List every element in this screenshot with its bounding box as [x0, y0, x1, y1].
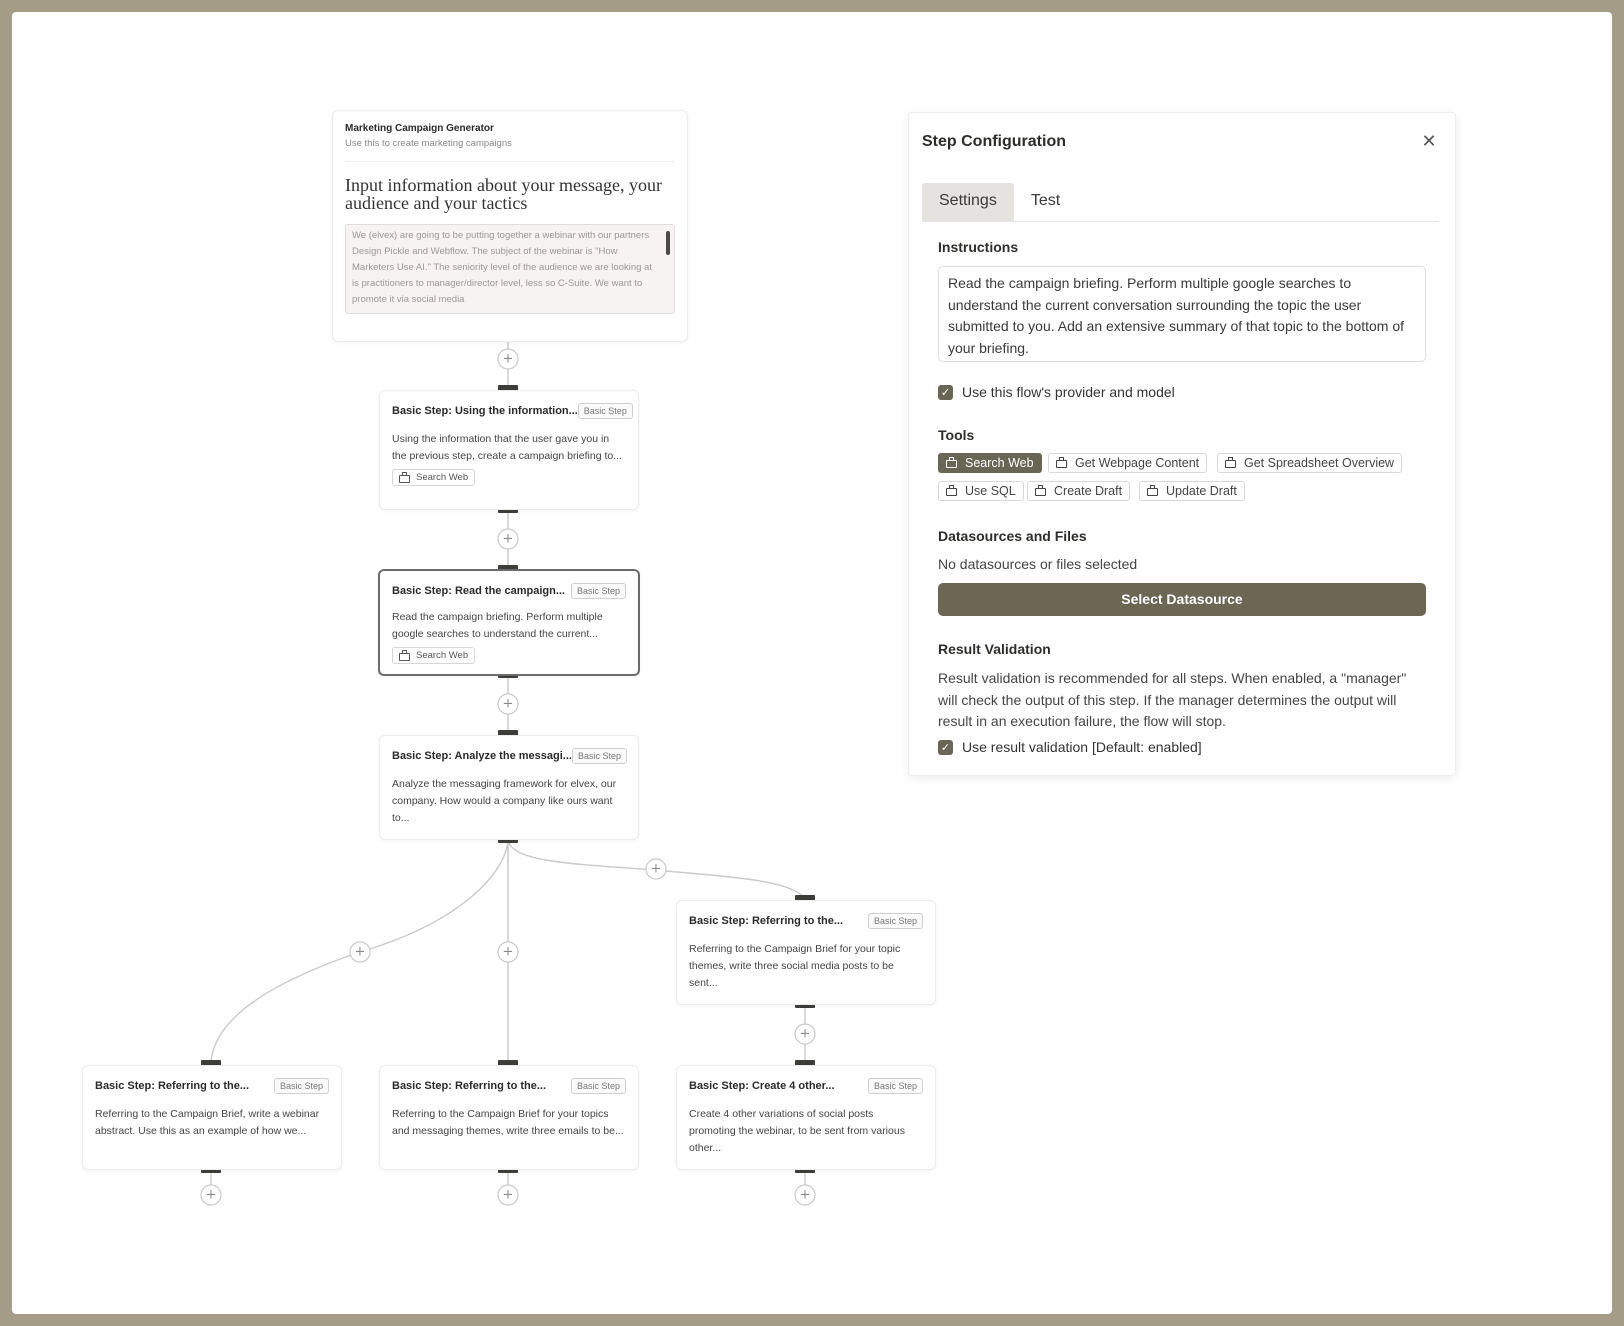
tab-test[interactable]: Test [1030, 192, 1061, 209]
plus-icon: + [502, 944, 514, 960]
plus-icon: + [205, 1187, 217, 1203]
app-frame [12, 12, 1612, 1314]
plus-icon: + [799, 1026, 811, 1042]
tool-label: Get Spreadsheet Overview [1244, 456, 1395, 470]
add-step-button[interactable] [498, 529, 518, 549]
add-step-button[interactable] [498, 349, 518, 369]
add-step-button[interactable] [795, 1185, 815, 1205]
plus-icon: + [799, 1187, 811, 1203]
add-step-button[interactable] [646, 859, 666, 879]
tool-chip [392, 469, 475, 486]
add-step-button[interactable] [498, 694, 518, 714]
step-title: Basic Step: Analyze the messagi... [392, 750, 572, 762]
step-description: Referring to the Campaign Brief for your topic themes, write three social media posts to be sent... [689, 943, 901, 989]
plus-icon: + [502, 531, 514, 547]
tab-settings[interactable]: Settings [922, 183, 1014, 221]
close-icon[interactable]: ✕ [1421, 131, 1437, 151]
step-type-badge: Basic Step [572, 748, 627, 764]
step-title: Basic Step: Read the campaign... [392, 585, 565, 597]
step-node[interactable] [379, 1065, 639, 1170]
datasources-empty-text: No datasources or files selected [938, 556, 1138, 572]
plus-icon: + [354, 944, 366, 960]
toolbox-icon [399, 653, 410, 661]
divider [345, 161, 675, 162]
toolbox-icon [399, 475, 410, 483]
tool-chip-label: Search Web [416, 472, 469, 483]
tools-label: Tools [938, 427, 975, 443]
result-validation-label: Result Validation [938, 641, 1051, 657]
step-node[interactable] [82, 1065, 342, 1170]
validation-checkbox-row[interactable] [938, 739, 1202, 755]
step-type-badge: Basic Step [868, 913, 923, 929]
tool-label: Get Webpage Content [1075, 456, 1200, 470]
validation-checkbox-label: Use result validation [Default: enabled] [962, 739, 1202, 755]
tool-update-draft[interactable] [1139, 481, 1245, 501]
tool-chip [392, 647, 475, 664]
step-node-selected[interactable] [378, 569, 640, 676]
check-icon[interactable]: ✓ [938, 740, 953, 755]
flow-subtitle: Use this to create marketing campaigns [345, 138, 512, 149]
step-type-badge: Basic Step [571, 583, 626, 599]
step-title: Basic Step: Referring to the... [95, 1080, 250, 1092]
panel-title: Step Configuration [922, 133, 1066, 150]
tool-label: Update Draft [1166, 484, 1237, 498]
step-title: Basic Step: Referring to the... [689, 915, 844, 927]
step-node[interactable] [676, 1065, 936, 1170]
scrollbar[interactable] [666, 231, 670, 255]
toolbox-icon [1147, 488, 1158, 496]
plus-icon: + [502, 1187, 514, 1203]
plus-icon: + [650, 861, 662, 877]
step-node[interactable] [379, 390, 639, 510]
toolbox-icon [1225, 460, 1236, 468]
add-step-button[interactable] [201, 1185, 221, 1205]
step-type-badge: Basic Step [868, 1078, 923, 1094]
plus-icon: + [502, 351, 514, 367]
step-node[interactable] [379, 735, 639, 840]
flow-title: Marketing Campaign Generator [345, 123, 494, 134]
toolbox-icon [1056, 460, 1067, 468]
add-step-button[interactable] [498, 942, 518, 962]
step-type-badge: Basic Step [571, 1078, 626, 1094]
step-description: Read the campaign briefing. Perform multiple google searches to understand the current... [392, 611, 603, 640]
tool-create-draft[interactable] [1027, 481, 1130, 501]
tool-search-web[interactable] [938, 453, 1042, 473]
step-config-panel [908, 112, 1456, 776]
tool-get-spreadsheet-overview[interactable] [1217, 453, 1402, 473]
select-datasource-button[interactable]: Select Datasource [938, 583, 1426, 616]
tool-use-sql[interactable] [938, 481, 1024, 501]
start-input-text: We (elvex) are going to be putting together a webinar with our partners Design Pickle and Webflow. The subject of the webinar is "How Marketers Use AI." The seniority level of the audience we are looking at is practitioners to manager/director level, less so C-Suite. We want to promote it via social media [352, 230, 652, 305]
toolbox-icon [1035, 488, 1046, 496]
check-icon[interactable]: ✓ [938, 385, 953, 400]
step-description: Analyze the messaging framework for elvex, our company. How would a company like ours want to... [392, 778, 617, 824]
instructions-label: Instructions [938, 239, 1019, 255]
step-description: Create 4 other variations of social posts promoting the webinar, to be sent from various other... [689, 1108, 905, 1154]
step-description: Using the information that the user gave you in the previous step, create a campaign briefing to... [392, 433, 622, 462]
result-validation-description: Result validation is recommended for all steps. When enabled, a "manager" will check the output of this step. If the manager determines the output will result in an execution failure, the flow will stop. [938, 670, 1407, 729]
tool-chip-label: Search Web [416, 650, 469, 661]
tool-label: Use SQL [965, 484, 1016, 498]
plus-icon: + [502, 696, 514, 712]
tool-label: Create Draft [1054, 484, 1123, 498]
step-title: Basic Step: Using the information... [392, 405, 578, 417]
provider-checkbox-row[interactable] [938, 384, 1175, 400]
tool-label: Search Web [965, 456, 1034, 470]
toolbox-icon [946, 488, 957, 496]
start-node[interactable] [332, 110, 688, 342]
add-step-button[interactable] [498, 1185, 518, 1205]
start-input[interactable] [345, 224, 675, 314]
step-node[interactable] [676, 900, 936, 1005]
start-heading: Input information about your message, your audience and your tactics [345, 175, 662, 213]
step-type-badge: Basic Step [578, 403, 633, 419]
add-step-button[interactable] [795, 1024, 815, 1044]
tool-get-webpage-content[interactable] [1048, 453, 1207, 473]
step-type-badge: Basic Step [274, 1078, 329, 1094]
step-title: Basic Step: Create 4 other... [689, 1080, 835, 1092]
step-description: Referring to the Campaign Brief, write a webinar abstract. Use this as an example of how we... [95, 1108, 320, 1137]
add-step-button[interactable] [350, 942, 370, 962]
toolbox-icon [946, 460, 957, 468]
provider-checkbox-label: Use this flow's provider and model [962, 384, 1175, 400]
step-description: Referring to the Campaign Brief for your topics and messaging themes, write three emails to be... [392, 1108, 624, 1137]
instructions-textarea[interactable]: Read the campaign briefing. Perform multiple google searches to understand the current conversation surrounding the topic the user submitted to you. Add an extensive summary of that topic to the bottom of your briefing. [938, 266, 1426, 362]
step-title: Basic Step: Referring to the... [392, 1080, 547, 1092]
panel-tabs [922, 183, 1439, 222]
datasources-label: Datasources and Files [938, 528, 1087, 544]
